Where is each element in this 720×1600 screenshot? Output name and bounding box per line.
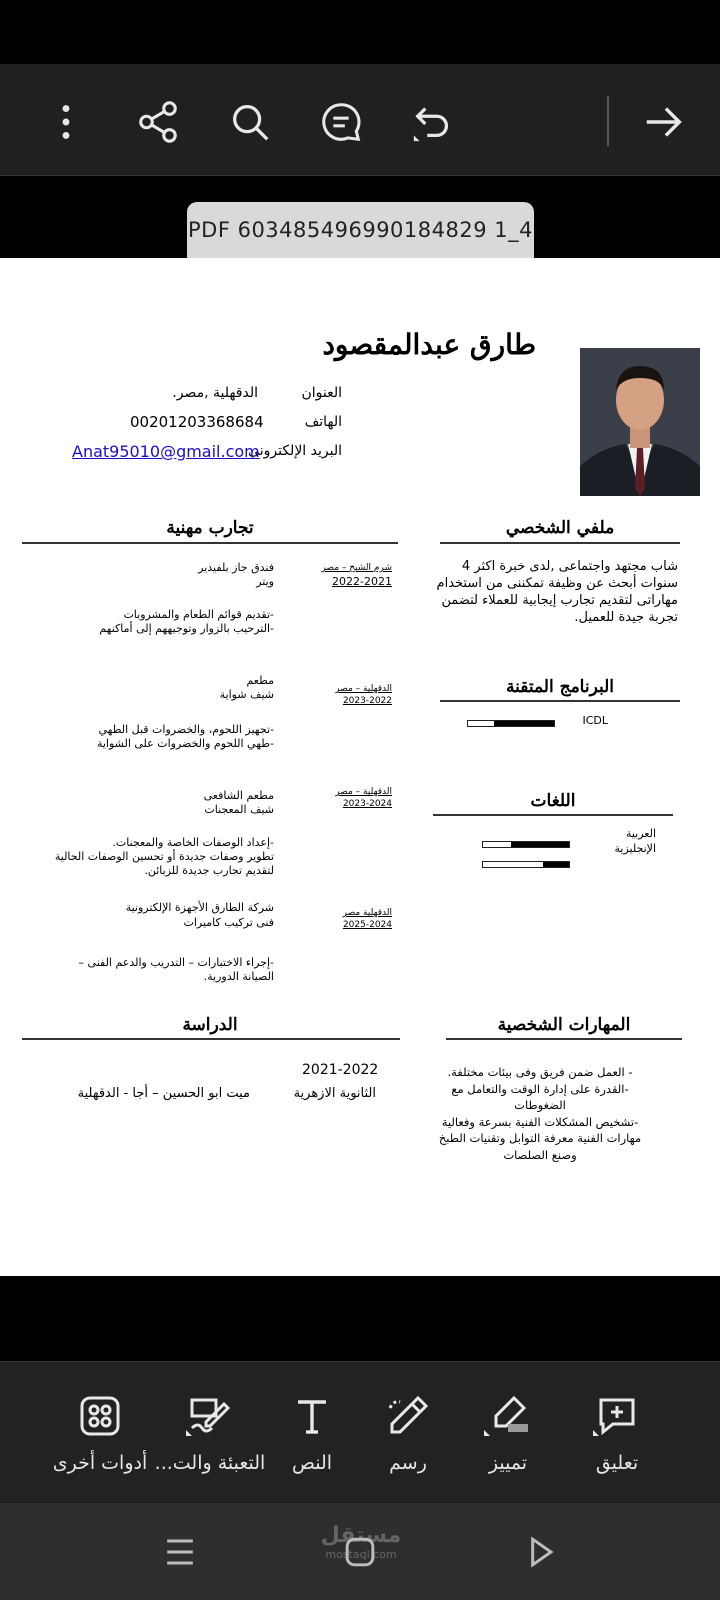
address-label: العنوان [301,385,342,401]
language-english: الإنجليزية [614,842,656,855]
education-title: الدراسة [182,1015,238,1035]
exp-4-tasks: -إجراء الاختبارات – التدريب والدعم الفنى – الصيانة الدورية. [78,956,274,983]
watermark-sub: mostaql.com [325,1548,397,1561]
exp-4-place: الدقهلية مصر [342,908,392,918]
forward-arrow-icon[interactable] [636,94,692,150]
system-nav-bar [0,1503,720,1600]
comments-icon[interactable] [313,94,369,150]
education-school: الثانوية الازهرية [293,1086,376,1101]
tool-more[interactable] [40,1392,160,1492]
highlighter-icon [484,1392,532,1440]
language-arabic-bar [482,841,570,848]
exp-3-role: شيف المعجنات [204,803,274,816]
tool-highlight-label: تمييز [488,1452,528,1474]
profile-text: شاب مجتهد واجتماعى ,لدى خبرة اكثر 4 سنوات أبحث عن وظيفة تمكننى من استخدام مهاراتى لتقديم تجارب إيجابية للعملاء لتضمن تجربة جيدة للعميل. [436,559,678,625]
skills-text: - العمل ضمن فريق وفى بيئات مختلفة. -القدرة على إدارة الوقت والتعامل مع الضغوطات -تشخيص المشكلات الفنية بسرعة وفعالية مهارات الفنية معرفة التوابل وتقنيات الطبخ وصنع الصلصات [438,1065,642,1162]
exp-4-years: 2025-2024 [342,920,392,930]
more-vertical-icon[interactable] [38,94,94,150]
profile-divider [440,542,680,544]
education-years: 2021-2022 [302,1062,379,1078]
exp-1-place: شرم الشيخ – مصر [321,563,392,573]
phone-value: 00201203368684 [130,413,264,431]
language-english-bar [482,861,570,868]
search-icon[interactable] [222,94,278,150]
email-link[interactable]: Anat95010@gmail.com [72,442,260,461]
languages-title: اللغات [530,791,576,811]
exp-1-years: 2022-2021 [332,575,392,588]
toolbar-divider [607,96,609,146]
exp-2-place: الدقهلية – مصر [335,684,392,694]
exp-4-employer: شركة الطارق الأجهزة الإلكترونية [125,901,274,914]
text-tool-icon [288,1392,336,1440]
education-location: ميت ابو الحسين – أجا - الدقهلية [77,1086,250,1101]
watermark [318,1523,404,1561]
tool-more-label: أدوات أخرى [52,1452,148,1474]
education-divider [22,1038,400,1040]
annotation-tools-bar [0,1361,720,1503]
exp-1-tasks: -تقديم قوائم الطعام والمشروبات -الترحيب بالزوار وتوجيههم إلى أماكنهم [99,608,274,635]
skills-title: المهارات الشخصية [497,1015,631,1035]
tool-text[interactable] [252,1392,372,1492]
exp-4-role: فنى تركيب كاميرات [183,916,274,929]
address-value: الدقهلية ,مصر. [172,385,258,401]
language-arabic-fill [511,842,569,847]
tool-fill-sign[interactable] [150,1392,270,1492]
software-level-fill [494,721,554,726]
tool-comment-label: تعليق [595,1452,639,1474]
language-english-fill [543,862,569,867]
software-title: البرنامج المتقنة [505,677,615,697]
cv-document [0,258,720,1276]
software-divider [440,700,680,702]
undo-icon[interactable] [405,94,461,150]
exp-3-employer: مطعم الشافعى [203,789,274,802]
watermark-text: مستقل [320,1523,402,1548]
exp-3-tasks: -إعداد الوصفات الخاصة والمعجنات. تطوير وصفات جديدة أو تحسين الوصفات الحالية لتقديم تجارب جديدة للزبائن. [54,836,274,877]
file-name-tab[interactable]: PDF 603485496990184829 1_4 [187,202,534,258]
tool-draw-label: رسم [389,1452,427,1474]
phone-label: الهاتف [304,414,342,430]
exp-3-years: 2023-2024 [342,799,392,809]
profile-photo [580,348,700,496]
exp-2-employer: مطعم [246,674,274,687]
experience-title: تجارب مهنية [166,518,254,538]
languages-divider [433,814,673,816]
recent-apps-icon[interactable] [158,1530,202,1574]
exp-2-role: شيف شواية [219,688,274,701]
share-icon[interactable] [130,94,186,150]
exp-2-tasks: -تجهيز اللحوم، والخضروات قبل الطهي -طهي اللحوم والخضروات على الشواية [96,723,274,750]
tool-fill-sign-label: التعبئة والت... [154,1452,266,1474]
software-item-name: ICDL [582,714,608,727]
skills-divider [446,1038,682,1040]
exp-1-employer: فندق جاز بلفيدير [198,561,274,574]
pen-draw-icon [384,1392,432,1440]
exp-2-years: 2023-2022 [342,696,392,706]
language-arabic: العربية [625,827,656,840]
cv-name: طارق عبدالمقصود [322,328,536,361]
back-icon[interactable] [518,1530,562,1574]
email-label: البريد الإلكتروني [248,443,342,459]
tool-comment[interactable] [557,1392,677,1492]
exp-1-role: ويتر [256,575,274,588]
exp-3-place: الدقهلية – مصر [335,787,392,797]
profile-title: ملفي الشخصي [505,518,615,538]
grid-tools-icon [76,1392,124,1440]
experience-divider [22,542,398,544]
comment-plus-icon [593,1392,641,1440]
software-level-bar [467,720,555,727]
top-toolbar [0,64,720,176]
tool-text-label: النص [291,1452,333,1474]
fill-sign-icon [186,1392,234,1440]
